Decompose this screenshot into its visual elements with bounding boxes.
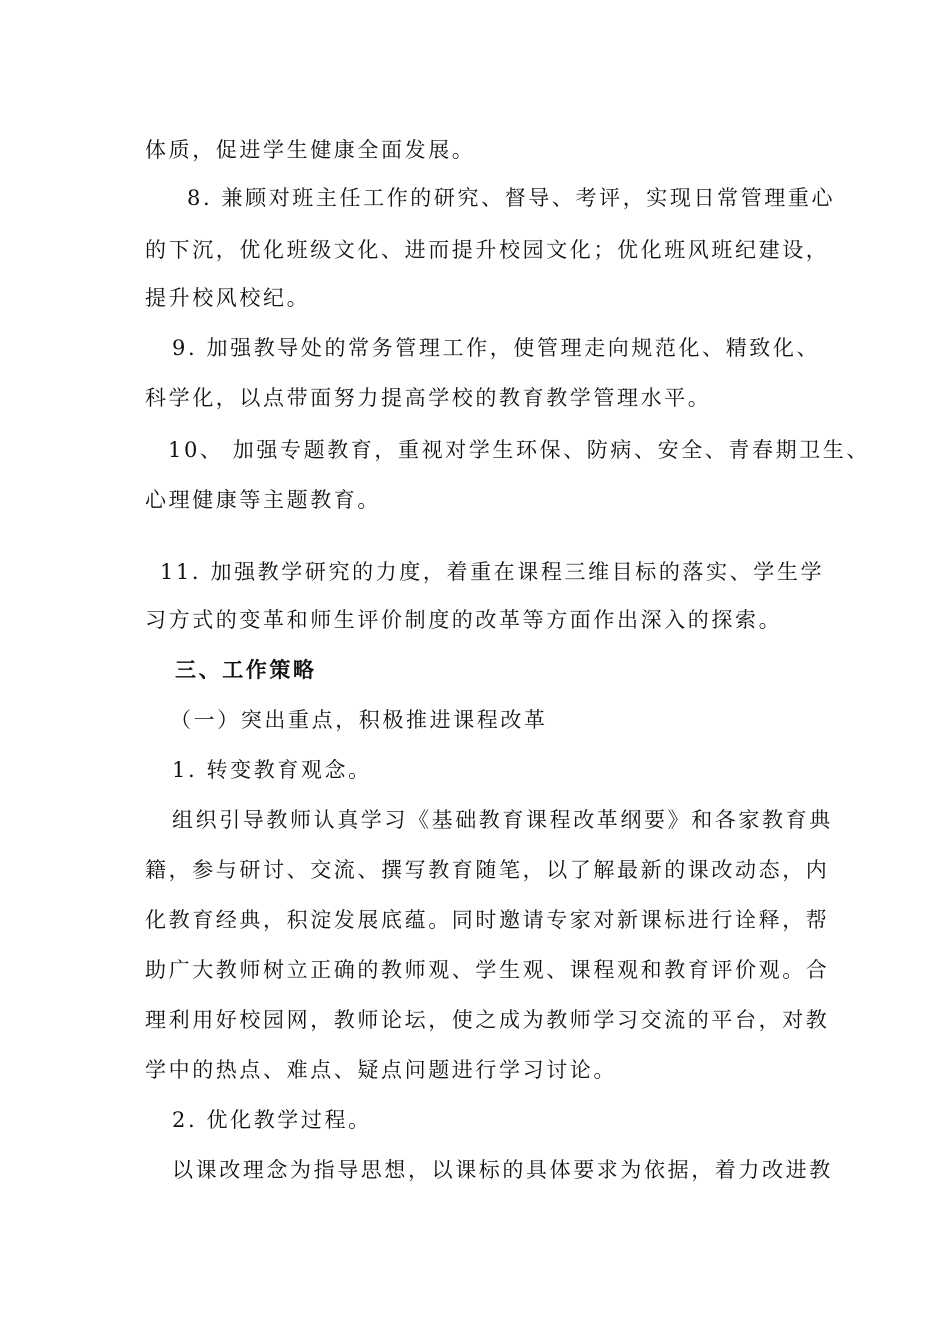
paragraph-line: 的下沉，优化班级文化、进而提升校园文化；优化班风班纪建设， <box>145 238 830 262</box>
paragraph-line: 助广大教师树立正确的教师观、学生观、课程观和教育评价观。合 <box>145 958 830 982</box>
paragraph-line: 化教育经典，积淀发展底蕴。同时邀请专家对新课标进行诠释，帮 <box>145 908 830 932</box>
subsection-heading: （一）突出重点，积极推进课程改革 <box>170 708 548 732</box>
section-heading: 三、工作策略 <box>175 657 317 682</box>
paragraph-line: 学中的热点、难点、疑点问题进行学习讨论。 <box>145 1058 617 1082</box>
list-item-10: 10、 加强专题教育，重视对学生环保、防病、安全、青春期卫生、 <box>168 438 870 462</box>
paragraph-line: 以课改理念为指导思想，以课标的具体要求为依据，着力改进教 <box>172 1158 833 1182</box>
paragraph-line: 组织引导教师认真学习《基础教育课程改革纲要》和各家教育典 <box>172 808 833 832</box>
list-item-9: 9. 加强教导处的常务管理工作，使管理走向规范化、精致化、 <box>172 336 821 360</box>
paragraph-line: 习方式的变革和师生评价制度的改革等方面作出深入的探索。 <box>145 608 783 632</box>
paragraph-line: 提升校风校纪。 <box>145 286 311 310</box>
list-item-11: 11. 加强教学研究的力度，着重在课程三维目标的落实、学生学 <box>160 560 825 584</box>
paragraph-line: 体质，促进学生健康全面发展。 <box>145 138 476 162</box>
paragraph-line: 科学化，以点带面努力提高学校的教育教学管理水平。 <box>145 386 712 410</box>
list-item-8: 8. 兼顾对班主任工作的研究、督导、考评，实现日常管理重心 <box>187 186 836 210</box>
paragraph-line: 理利用好校园网，教师论坛，使之成为教师学习交流的平台，对教 <box>145 1008 830 1032</box>
item-heading: 2. 优化教学过程。 <box>172 1108 372 1132</box>
paragraph-line: 籍，参与研讨、交流、撰写教育随笔，以了解最新的课改动态，内 <box>145 858 830 882</box>
item-heading: 1. 转变教育观念。 <box>172 758 372 782</box>
paragraph-line: 心理健康等主题教育。 <box>145 488 381 512</box>
